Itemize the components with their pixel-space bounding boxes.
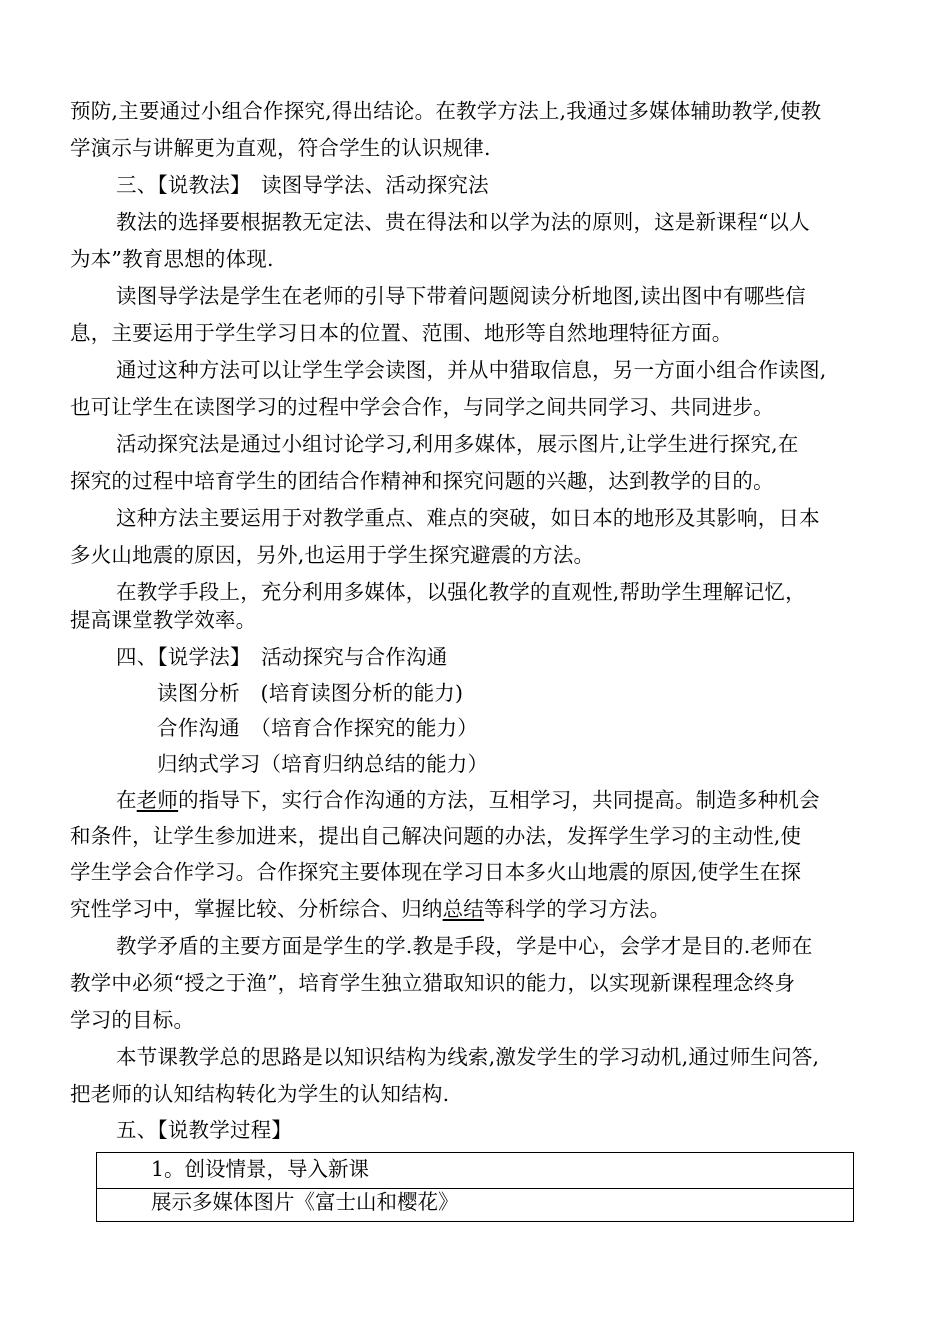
text-line: 探究的过程中培育学生的团结合作精神和探究问题的兴趣，达到教学的目的。	[70, 469, 774, 493]
list-item: 归纳式学习（培育归纳总结的能力）	[157, 752, 489, 776]
text-line: 多火山地震的原因，另外,也运用于学生探究避震的方法。	[70, 543, 595, 567]
process-table	[96, 1152, 854, 1222]
list-item: 读图分析 (培育读图分析的能力)	[157, 681, 464, 705]
text-line: 预防,主要通过小组合作探究,得出结论。在教学方法上,我通过多媒体辅助教学,使教	[70, 99, 822, 123]
text-line: 也可让学生在读图学习的过程中学会合作，与同学之间共同学习、共同进步。	[70, 395, 774, 419]
text-segment: 的指导下，实行合作沟通的方法，互相学习，共同提高。制造多种机会	[178, 788, 820, 812]
text-line: 学演示与讲解更为直观，符合学生的认识规律.	[70, 136, 491, 160]
text-line: 和条件，让学生参加进来，提出自己解决问题的办法，发挥学生学习的主动性,使	[70, 824, 802, 848]
table-row	[97, 1188, 853, 1223]
table-cell: 1。创设情景，导入新课	[151, 1157, 370, 1181]
text-line: 活动探究法是通过小组讨论学习,利用多媒体，展示图片,让学生进行探究,在	[116, 432, 799, 456]
text-line: 把老师的认知结构转化为学生的认知结构.	[70, 1082, 450, 1106]
text-line: 这种方法主要运用于对教学重点、难点的突破，如日本的地形及其影响，日本	[116, 506, 820, 530]
text-line: 学生学会合作学习。合作探究主要体现在学习日本多火山地震的原因,使学生在探	[70, 860, 802, 884]
text-line: 为本”教育思想的体现.	[70, 247, 274, 271]
section-heading: 四、【说学法】 活动探究与合作沟通	[116, 645, 448, 669]
table-row	[97, 1153, 853, 1189]
text-line	[70, 895, 670, 923]
underlined-term: 老师	[136, 788, 179, 812]
text-line	[116, 786, 820, 814]
section-heading: 三、【说教法】 读图导学法、活动探究法	[116, 173, 489, 197]
text-line: 本节课教学总的思路是以知识结构为线索,激发学生的学习动机,通过师生问答,	[116, 1045, 820, 1069]
underlined-term: 总结	[442, 897, 485, 921]
text-segment: 等科学的学习方法。	[484, 897, 671, 921]
text-segment: 究性学习中，掌握比较、分析综合、归纳	[70, 897, 443, 921]
text-line: 教法的选择要根据教无定法、贵在得法和以学为法的原则，这是新课程“以人	[116, 210, 810, 234]
text-line: 教学中必须“授之于渔”，培育学生独立猎取知识的能力，以实现新课程理念终身	[70, 971, 796, 995]
section-heading: 五、【说教学过程】	[116, 1118, 293, 1142]
text-line: 学习的目标。	[70, 1008, 195, 1032]
table-cell: 展示多媒体图片《富士山和樱花》	[151, 1190, 459, 1214]
text-line: 提高课堂教学效率。	[70, 608, 257, 632]
text-line: 教学矛盾的主要方面是学生的学.教是手段，学是中心，会学才是目的.老师在	[116, 934, 813, 958]
text-line: 通过这种方法可以让学生学会读图，并从中猎取信息，另一方面小组合作读图,	[116, 358, 827, 382]
list-item: 合作沟通 （培育合作探究的能力）	[157, 716, 478, 740]
text-line: 息，主要运用于学生学习日本的位置、范围、地形等自然地理特征方面。	[70, 321, 733, 345]
text-segment: 在	[116, 788, 137, 812]
text-line: 读图导学法是学生在老师的引导下带着问题阅读分析地图,读出图中有哪些信	[116, 284, 806, 308]
text-line: 在教学手段上，充分利用多媒体，以强化教学的直观性,帮助学生理解记忆，	[116, 580, 806, 604]
